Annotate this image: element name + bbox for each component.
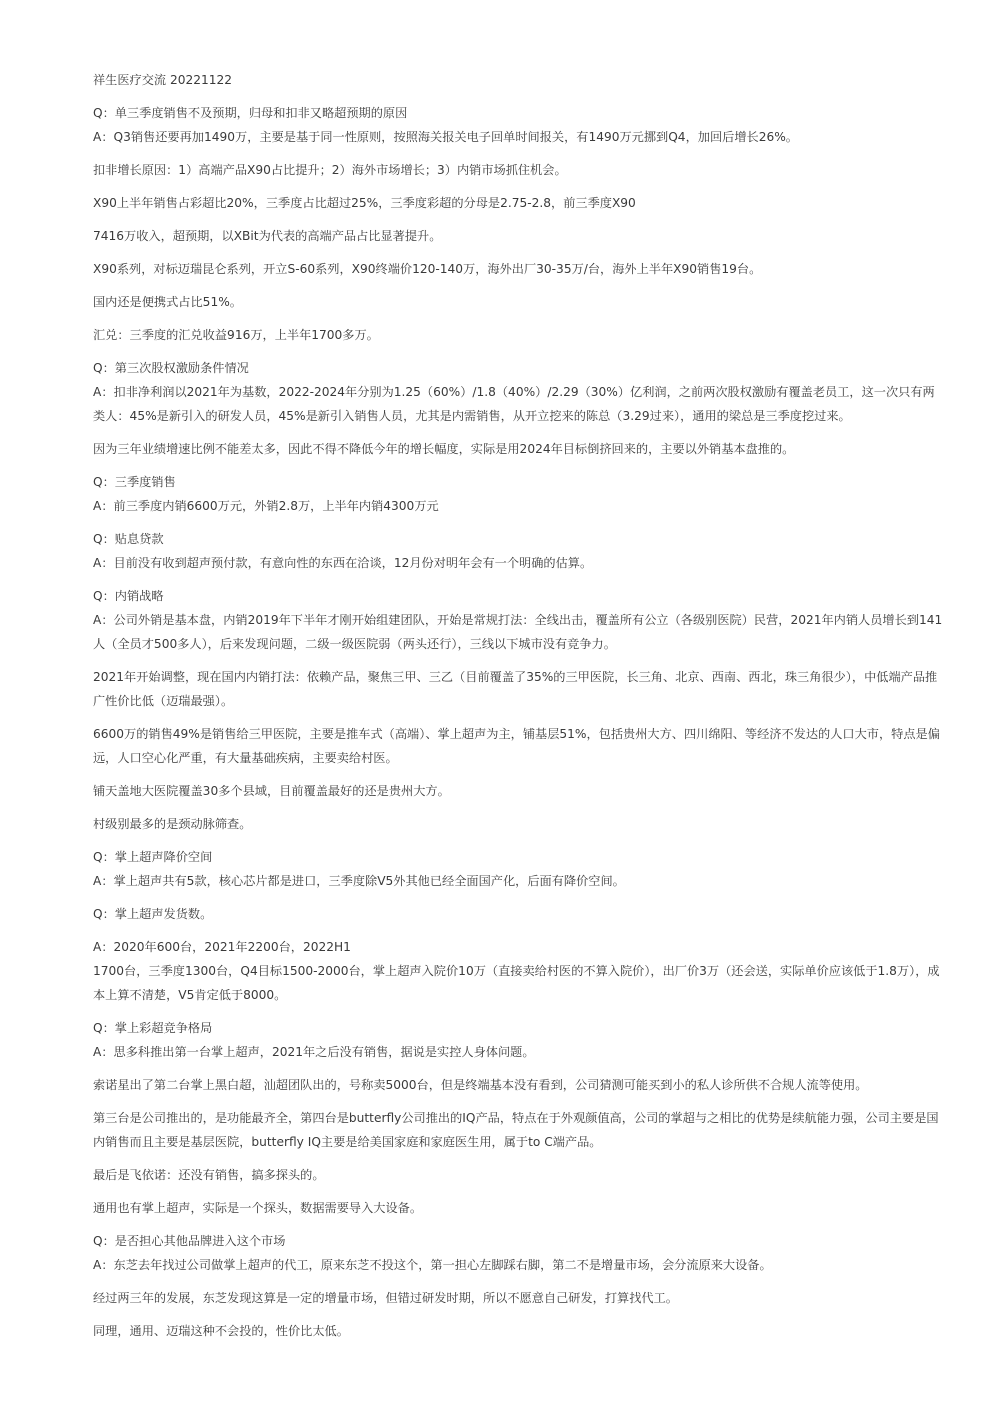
paragraph-line: A：思多科推出第一台掌上超声，2021年之后没有销售，据说是实控人身体问题。 <box>93 1045 535 1059</box>
paragraph <box>93 191 945 215</box>
paragraph-line: A：前三季度内销6600万元，外销2.8万，上半年内销4300万元 <box>93 499 439 513</box>
paragraph-line: 第三台是公司推出的，是功能最齐全，第四台是butterfly公司推出的IQ产品，特点在于外观颜值高，公司的掌超与之相比的优势是续航能力强，公司主要是国内销售而且主要是基层医院，butterfly IQ主要是给美国家庭和家庭医生用，属于to C端产品。 <box>93 1111 939 1149</box>
paragraph-line: 扣非增长原因：1）高端产品X90占比提升；2）海外市场增长；3）内销市场抓住机会。 <box>93 163 567 177</box>
paragraph-line: 2021年开始调整，现在国内内销打法：依赖产品，聚焦三甲、三乙（目前覆盖了35%的三甲医院，长三角、北京、西南、西北，珠三角很少），中低端产品推广性价比低（迈瑞最强）。 <box>93 670 938 708</box>
paragraph-line: 国内还是便携式占比51%。 <box>93 295 242 309</box>
document-page <box>93 68 945 1352</box>
paragraph-line: Q：掌上超声发货数。 <box>93 907 213 921</box>
paragraph <box>93 1229 945 1277</box>
paragraph <box>93 470 945 518</box>
paragraph-line: A：扣非净利润以2021年为基数，2022-2024年分别为1.25（60%）/1.8（40%）/2.29（30%）亿利润，之前两次股权激励有覆盖老员工，这一次只有两类人：45%是新引入的研发人员，45%是新引入销售人员，尤其是内需销售，从开立挖来的陈总（3.29过来），通用的梁总是三季度挖过来。 <box>93 385 935 423</box>
paragraph-line: 铺天盖地大医院覆盖30多个县域，目前覆盖最好的还是贵州大方。 <box>93 784 450 798</box>
paragraph <box>93 257 945 281</box>
paragraph <box>93 1073 945 1097</box>
paragraph-line: 经过两三年的发展，东芝发现这算是一定的增量市场，但错过研发时期，所以不愿意自己研发，打算找代工。 <box>93 1291 678 1305</box>
paragraph <box>93 323 945 347</box>
paragraph-line: A：2020年600台，2021年2200台，2022H1 <box>93 940 351 954</box>
paragraph-line: A：掌上超声共有5款，核心芯片都是进口，三季度除V5外其他已经全面国产化，后面有降价空间。 <box>93 874 625 888</box>
paragraph-line: 1700台，三季度1300台，Q4目标1500-2000台，掌上超声入院价10万（直接卖给村医的不算入院价），出厂价3万（还会送，实际单价应该低于1.8万），成本上算不清楚，V5肯定低于8000。 <box>93 964 940 1002</box>
paragraph <box>93 665 945 713</box>
paragraph <box>93 158 945 182</box>
paragraph <box>93 584 945 656</box>
paragraph-line: Q：内销战略 <box>93 589 164 603</box>
paragraph <box>93 527 945 575</box>
paragraph <box>93 290 945 314</box>
paragraph <box>93 224 945 248</box>
paragraph-line: 最后是飞依诺：还没有销售，搞多探头的。 <box>93 1168 325 1182</box>
paragraph-line: 7416万收入，超预期，以XBit为代表的高端产品占比显著提升。 <box>93 229 442 243</box>
paragraph-line: 同理，通用、迈瑞这种不会投的，性价比太低。 <box>93 1324 349 1338</box>
paragraph-line: Q：单三季度销售不及预期，归母和扣非又略超预期的原因 <box>93 106 408 120</box>
paragraph <box>93 722 945 770</box>
paragraph-line: 索诺星出了第二台掌上黑白超，汕超团队出的，号称卖5000台，但是终端基本没有看到，公司猜测可能买到小的私人诊所供不合规人流等使用。 <box>93 1078 868 1092</box>
paragraph <box>93 437 945 461</box>
paragraph-line: Q：第三次股权激励条件情况 <box>93 361 249 375</box>
paragraph <box>93 1196 945 1220</box>
paragraph <box>93 779 945 803</box>
paragraph <box>93 1163 945 1187</box>
document-title: 祥生医疗交流 20221122 <box>93 73 233 87</box>
paragraph <box>93 356 945 428</box>
paragraph-line: Q：三季度销售 <box>93 475 176 489</box>
paragraph-line: A：Q3销售还要再加1490万，主要是基于同一性原则，按照海关报关电子回单时间报关，有1490万元挪到Q4，加回后增长26%。 <box>93 130 798 144</box>
paragraph <box>93 902 945 926</box>
paragraph-line: A：公司外销是基本盘，内销2019年下半年才刚开始组建团队，开始是常规打法：全线出击，覆盖所有公立（各级别医院）民营，2021年内销人员增长到141人（全员才500多人），后来发现问题，二级一级医院弱（两头还行），三线以下城市没有竞争力。 <box>93 613 943 651</box>
paragraph <box>93 845 945 893</box>
paragraph <box>93 1319 945 1343</box>
paragraph <box>93 1106 945 1154</box>
paragraph-line: 通用也有掌上超声，实际是一个探头，数据需要导入大设备。 <box>93 1201 423 1215</box>
paragraph <box>93 812 945 836</box>
paragraph <box>93 1016 945 1064</box>
paragraph-line: Q：掌上彩超竞争格局 <box>93 1021 213 1035</box>
paragraph <box>93 1286 945 1310</box>
paragraph-line: 因为三年业绩增速比例不能差太多，因此不得不降低今年的增长幅度，实际是用2024年目标倒挤回来的，主要以外销基本盘推的。 <box>93 442 795 456</box>
paragraph-line: A：目前没有收到超声预付款，有意向性的东西在洽谈，12月份对明年会有一个明确的估算。 <box>93 556 593 570</box>
paragraph-line: Q：贴息贷款 <box>93 532 164 546</box>
paragraph-line: X90上半年销售占彩超比20%，三季度占比超过25%，三季度彩超的分母是2.75-2.8，前三季度X90 <box>93 196 636 210</box>
paragraph-line: 6600万的销售49%是销售给三甲医院，主要是推车式（高端）、掌上超声为主，铺基层51%，包括贵州大方、四川绵阳、等经济不发达的人口大市，特点是偏远，人口空心化严重，有大量基础疾病，主要卖给村医。 <box>93 727 940 765</box>
paragraph-line: 村级别最多的是颈动脉筛查。 <box>93 817 252 831</box>
paragraph-line: A：东芝去年找过公司做掌上超声的代工，原来东芝不投这个，第一担心左脚踩右脚，第二不是增量市场，会分流原来大设备。 <box>93 1258 772 1272</box>
paragraph-line: Q：是否担心其他品牌进入这个市场 <box>93 1234 286 1248</box>
paragraph <box>93 935 945 1007</box>
document-body <box>93 101 945 1343</box>
paragraph-line: Q：掌上超声降价空间 <box>93 850 213 864</box>
paragraph <box>93 101 945 149</box>
paragraph-line: 汇兑：三季度的汇兑收益916万，上半年1700多万。 <box>93 328 379 342</box>
paragraph-line: X90系列，对标迈瑞昆仑系列，开立S-60系列，X90终端价120-140万，海外出厂30-35万/台，海外上半年X90销售19台。 <box>93 262 762 276</box>
